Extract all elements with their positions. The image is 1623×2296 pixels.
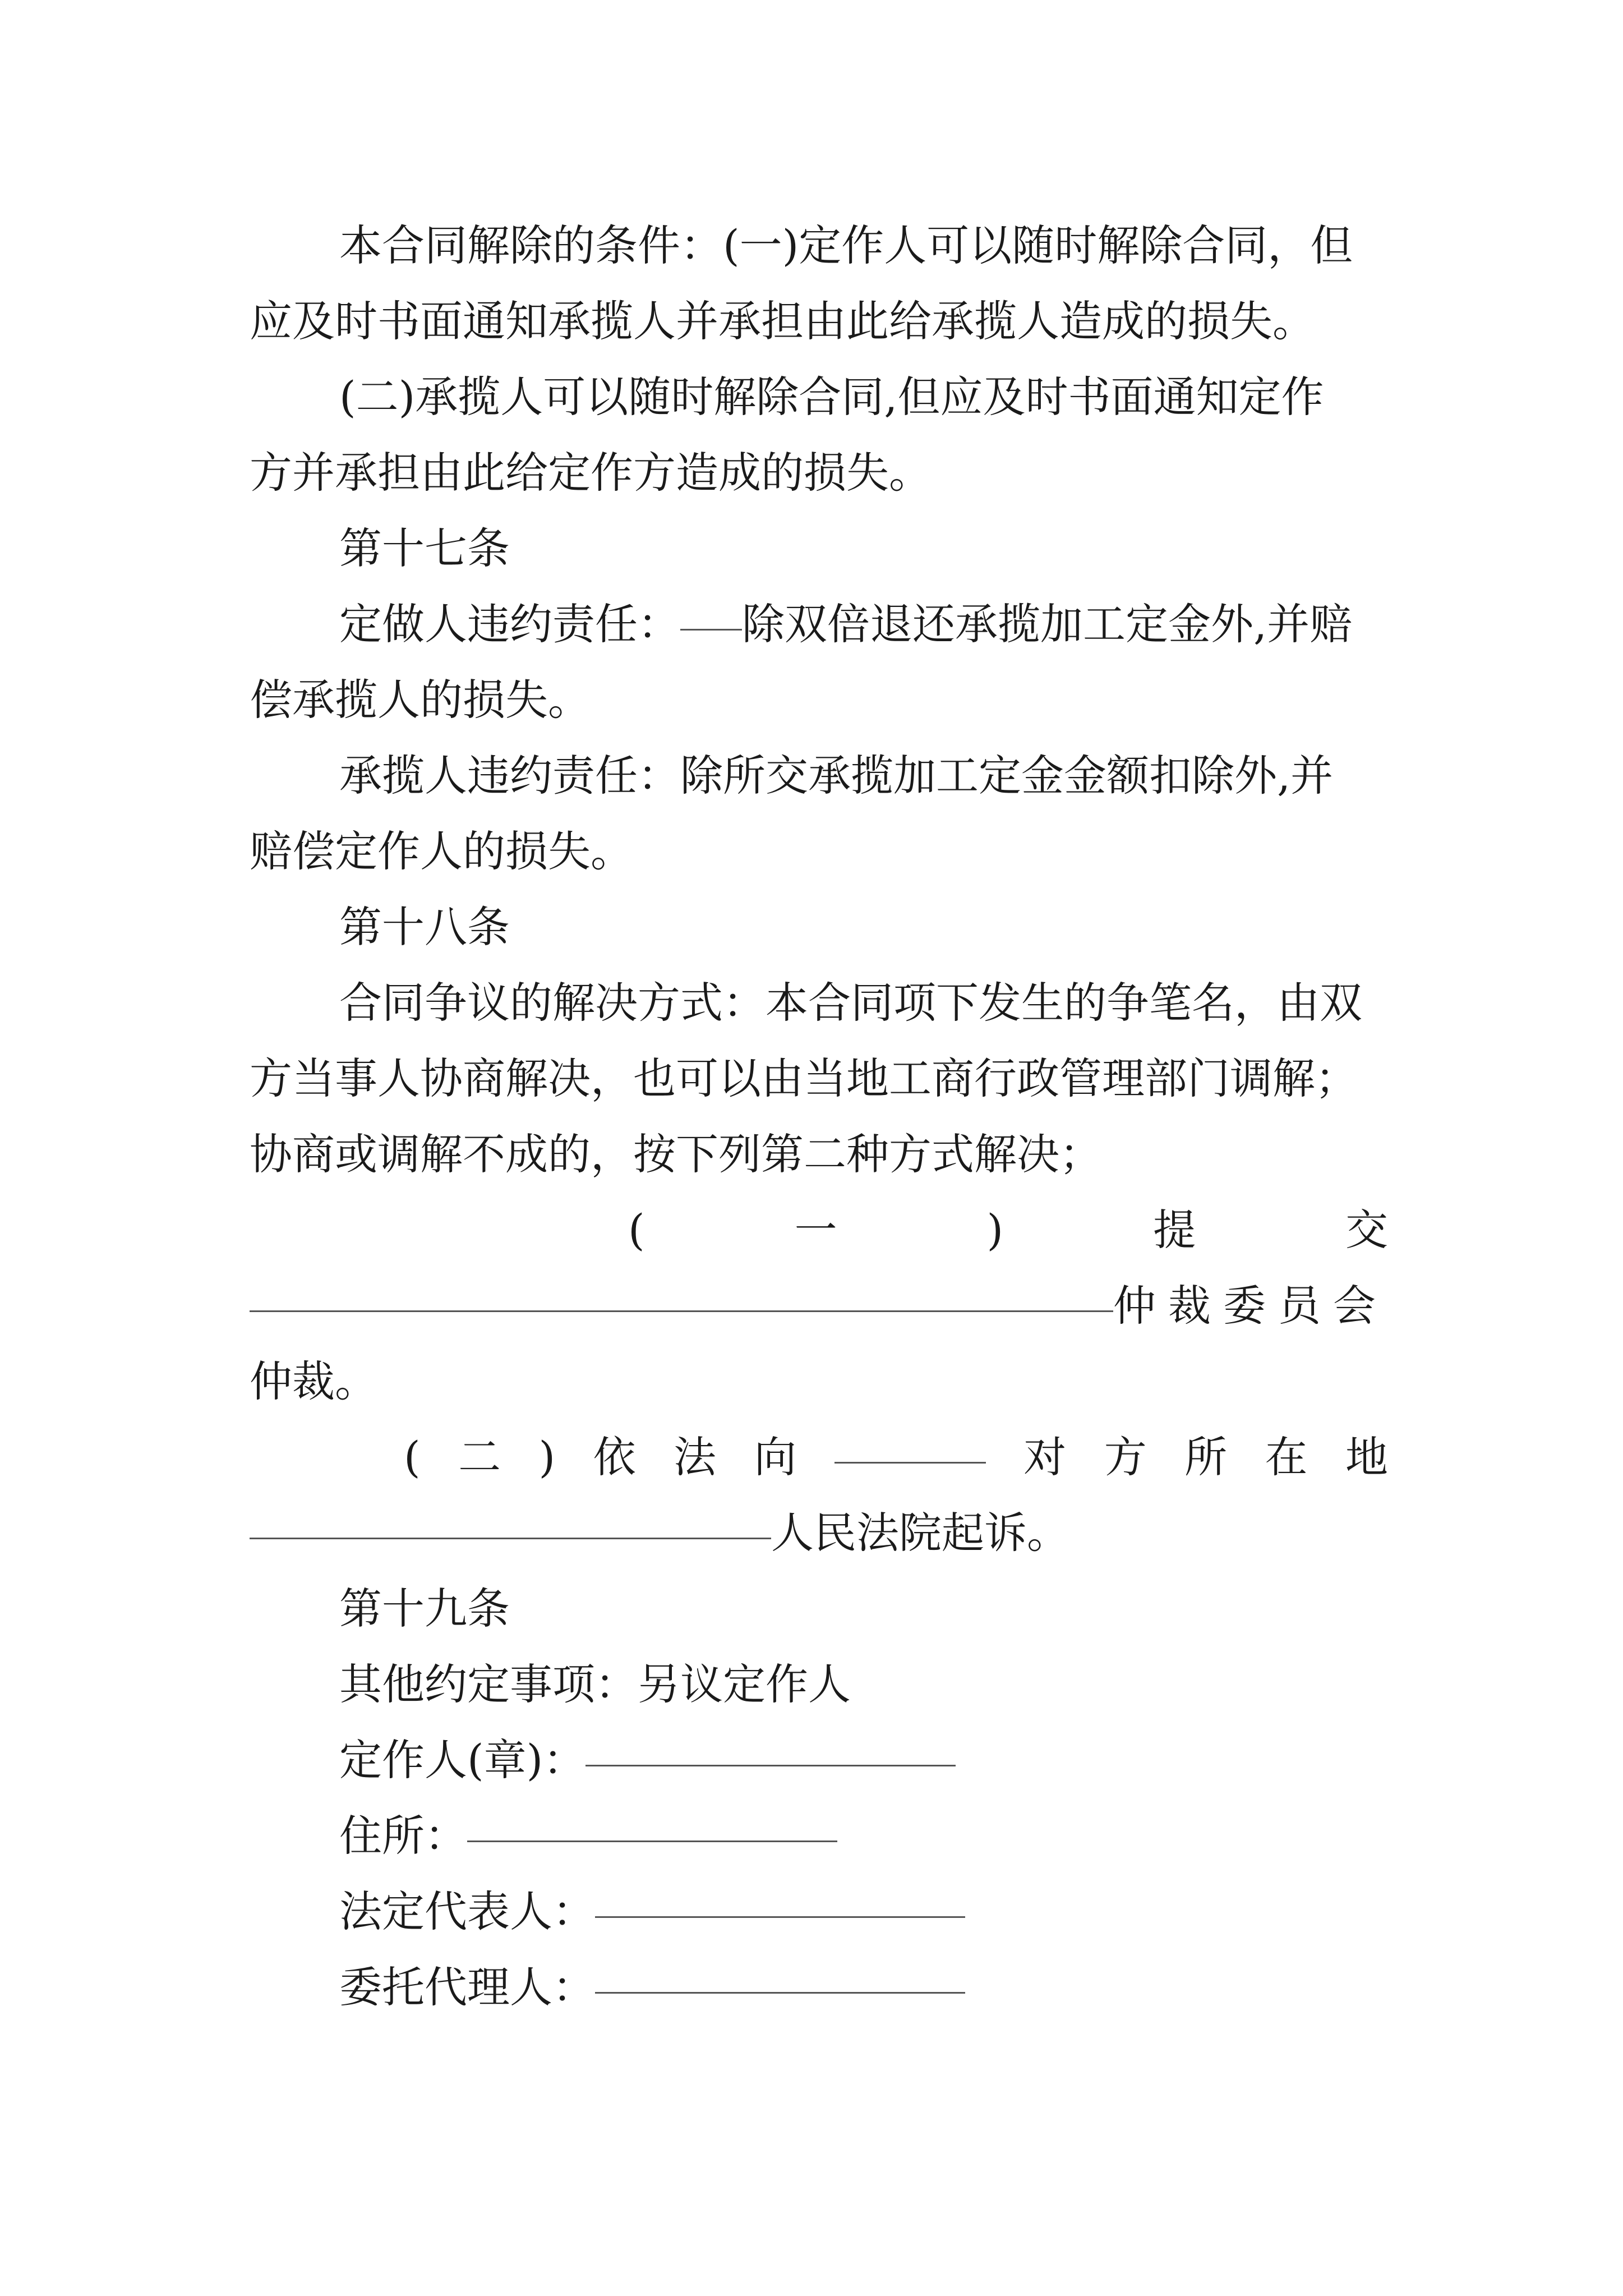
option2-char: 向 <box>754 1432 797 1482</box>
article18-heading: 第十八条 <box>339 902 510 952</box>
article17-heading: 第十七条 <box>339 523 510 573</box>
option2-char: 二 <box>458 1432 501 1482</box>
option2-char: 地 <box>1345 1432 1388 1482</box>
option2-line <box>404 1419 1388 1495</box>
option2-line2 <box>250 1495 1388 1571</box>
signature-party-label: 定作人(章)： <box>339 1735 586 1785</box>
option2-char: ) <box>538 1432 556 1482</box>
signature-agent <box>339 1949 1388 2025</box>
article17-line2: 偿承揽人的损失。 <box>250 675 591 725</box>
article18-line3: 协商或调解不成的，按下列第二种方式解决； <box>250 1129 1102 1179</box>
article17-line3: 承揽人违约责任：除所交承揽加工定金金额扣除外,并 <box>339 751 1334 800</box>
option2-char: 依 <box>593 1432 636 1482</box>
option2-char: ( <box>404 1432 421 1482</box>
signature-address-label: 住所： <box>339 1811 467 1861</box>
signature-address-blank <box>467 1829 837 1842</box>
option2-char: 在 <box>1265 1432 1308 1482</box>
signature-legal-rep <box>339 1874 1388 1949</box>
article17-line4: 赔偿定作人的损失。 <box>250 826 633 876</box>
article18-line2: 方当事人协商解决，也可以由当地工商行政管理部门调解； <box>250 1053 1358 1103</box>
signature-agent-blank <box>595 1981 965 1994</box>
option1-char: ) <box>986 1205 1004 1255</box>
arbitration-blank <box>250 1299 1113 1312</box>
option2-char: 法 <box>674 1432 716 1482</box>
article16-line1: 本合同解除的条件：(一)定作人可以随时解除合同，但 <box>339 220 1353 270</box>
option1-suffix-text: 仲裁委员会 <box>1113 1281 1388 1331</box>
article16-line4: 方并承担由此给定作方造成的损失。 <box>250 448 932 498</box>
article17-line1-suffix: 除双倍退还承揽加工定金外,并赔 <box>742 599 1353 649</box>
option2-char: 对 <box>1023 1432 1067 1482</box>
option1-line <box>628 1192 1388 1268</box>
court-blank-b <box>250 1526 771 1539</box>
article16-line2: 应及时书面通知承揽人并承担由此给承揽人造成的损失。 <box>250 296 1315 346</box>
article19-other: 其他约定事项：另议定作人 <box>339 1659 851 1709</box>
option1-char: ( <box>628 1205 645 1255</box>
option2-char: 所 <box>1184 1432 1228 1482</box>
option2-char: 方 <box>1104 1432 1147 1482</box>
signature-agent-label: 委托代理人： <box>339 1962 595 2012</box>
article17-line1 <box>339 586 1388 662</box>
article16-line3: (二)承揽人可以随时解除合同,但应及时书面通知定作 <box>339 372 1324 422</box>
article17-line1-prefix: 定做人违约责任： <box>339 599 680 649</box>
option1-char: 提 <box>1153 1205 1196 1255</box>
signature-address <box>339 1798 1388 1874</box>
option1-char: 交 <box>1345 1205 1388 1255</box>
option2-suffix: 人民法院起诉。 <box>771 1508 1069 1558</box>
signature-party-blank <box>585 1754 956 1766</box>
option1-end: 仲裁。 <box>250 1356 377 1406</box>
signature-party <box>339 1722 1388 1798</box>
court-blank-a <box>834 1451 986 1464</box>
signature-legal-rep-blank <box>595 1905 965 1918</box>
option1-line2 <box>250 1268 1388 1343</box>
signature-legal-rep-label: 法定代表人： <box>339 1887 595 1936</box>
option1-char: 一 <box>794 1205 837 1255</box>
article18-line1: 合同争议的解决方式：本合同项下发生的争笔名，由双 <box>339 978 1362 1028</box>
blank-field <box>680 618 742 631</box>
article19-heading: 第十九条 <box>339 1584 510 1634</box>
option1-suffix <box>1113 1268 1388 1343</box>
